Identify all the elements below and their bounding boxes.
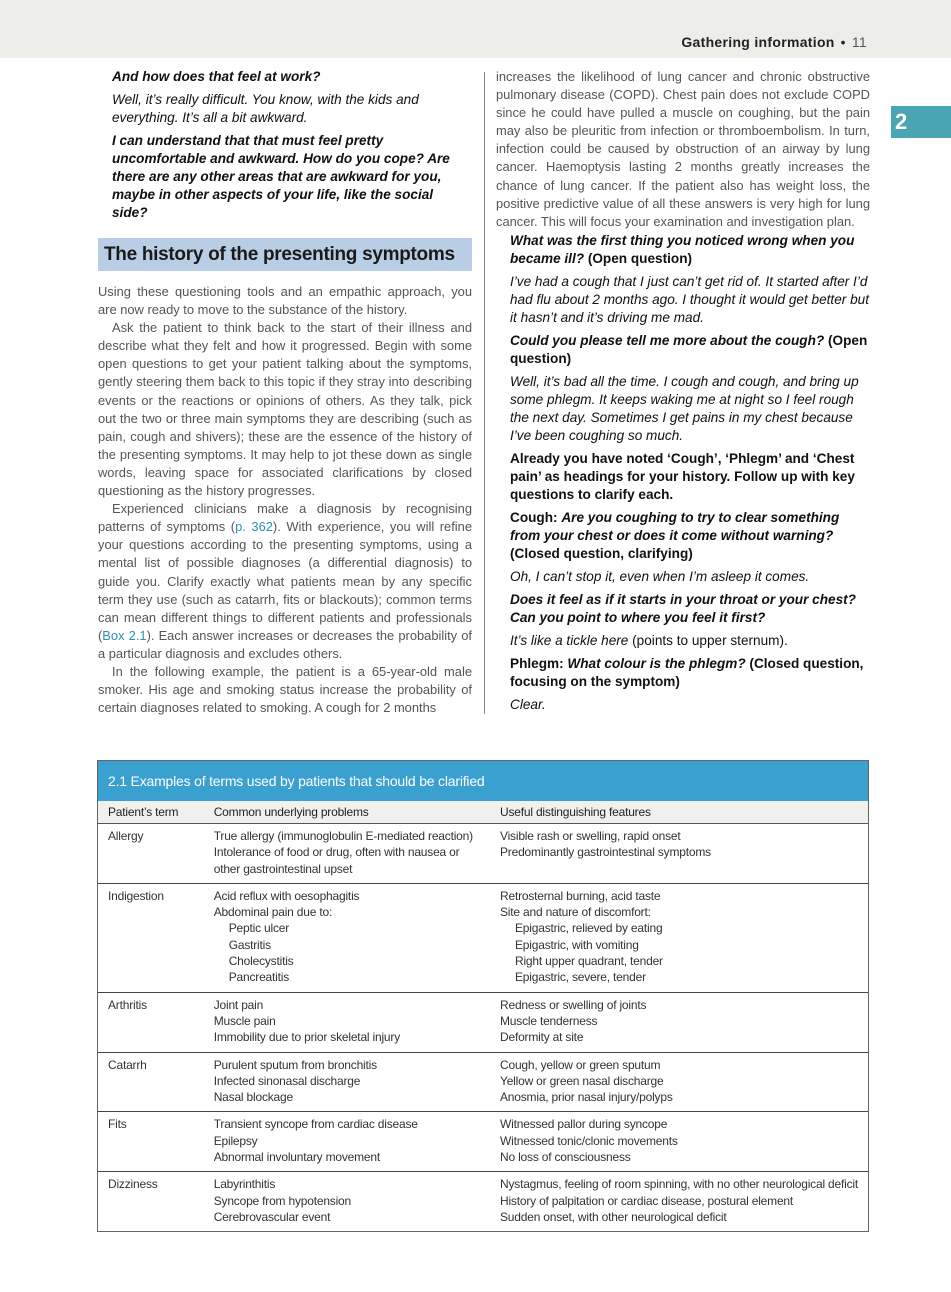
chapter-tab[interactable]: 2 (891, 106, 951, 138)
paragraph: Experienced clinicians make a diagnosis by recognising patterns of symptoms (p. 362). With experience, you will refine your questions according to the presenting symptoms, using a mental list of possible diagnoses (a differential diagnosis) to guide you. Clarify exactly what patients mean by any specific term they use (such as catarrh, fits or blackouts); common terms can mean different things to different patients and professionals (Box 2.1). Each answer increases or decreases the probability of a particular diagnosis and excludes others. (98, 501, 473, 661)
dialogue-question: What was the first thing you noticed wrong when you became ill? (Open question) (510, 232, 855, 266)
cell-line: Abdominal pain due to: (213, 905, 333, 920)
dialogue-question: Does it feel as if it starts in your throat or your chest? Can you point to where you feel it first? (510, 591, 856, 625)
paragraph: Ask the patient to think back to the start of their illness and describe what they felt and how it progressed. Begin with some open questions to get your patient talking about the symptoms, gently steering them back to this topic if they stray into describing events or the reactions or opinions of others. As they talk, pick out the two or three main symptoms they are describing (such as pain, cough and shivers); these are the essence of the history of the presenting symptoms. It may help to jot these down as single words, leaving space for associated clarifications by closed questioning as the history progresses. (98, 320, 472, 499)
cell-line: Visible rash or swelling, rapid onset (500, 829, 681, 843)
table-title: 2.1 Examples of terms used by patients that should be clarified (98, 761, 868, 801)
section-heading: The history of the presenting symptoms (98, 238, 472, 271)
cell-line: Epigastric, relieved by eating (515, 921, 663, 936)
cell-line: Retrosternal burning, acid taste (500, 888, 661, 903)
cell-line: Gastritis (228, 937, 271, 952)
dialogue-answer: It’s like a tickle here (points to upper sternum). (510, 632, 788, 648)
column-divider (484, 72, 485, 714)
dialogue-answer: Well, it’s really difficult. You know, with the kids and everything. It’s all a bit awkward. (112, 92, 419, 125)
table-row (98, 1172, 868, 1231)
table-row (98, 883, 868, 992)
dialogue-question: Cough: Are you coughing to try to clear something from your chest or does it come without warning? (Closed question, clarifying) (510, 509, 840, 561)
patient-term-cell: Dizziness (98, 1172, 204, 1231)
cell-line: Yellow or green nasal discharge (500, 1073, 664, 1088)
cell-line: Cholecystitis (228, 954, 294, 969)
left-column (98, 68, 472, 717)
column-header: Common underlying problems (204, 801, 490, 824)
box-reference-link[interactable]: Box 2.1 (102, 627, 147, 643)
underlying-problems-cell (204, 992, 490, 1052)
table-body (98, 824, 868, 1232)
column-header: Patient’s term (98, 801, 204, 824)
dialogue-answer: Well, it’s bad all the time. I cough and cough, and bring up some phlegm. It keeps waking me at night so I feel rough the next day. Sometimes I get pains in my chest because I’ve been coughing so much. (510, 373, 859, 443)
underlying-problems-cell (204, 883, 490, 992)
cell-line: History of palpitation or cardiac disease, postural element (500, 1193, 794, 1208)
distinguishing-features-cell (490, 1112, 868, 1172)
table-row (98, 1112, 868, 1172)
terms-table (98, 801, 868, 1231)
dialogue-question: Phlegm: What colour is the phlegm? (Closed question, focusing on the symptom) (510, 655, 864, 689)
distinguishing-features-cell (490, 1172, 868, 1231)
cell-line: Intolerance of food or drug, often with nausea or (213, 845, 460, 860)
page-reference-link[interactable]: p. 362 (235, 519, 273, 535)
cell-line: Purulent sputum from bronchitis (213, 1057, 377, 1072)
underlying-problems-cell (204, 1172, 490, 1231)
distinguishing-features-cell (490, 824, 868, 884)
table-row (98, 1052, 868, 1112)
cell-line: Nasal blockage (213, 1090, 293, 1105)
cell-line: No loss of consciousness (500, 1150, 631, 1165)
distinguishing-features-cell (490, 992, 868, 1052)
column-header: Useful distinguishing features (490, 801, 868, 824)
distinguishing-features-cell (490, 883, 868, 992)
paragraph: increases the likelihood of lung cancer and chronic obstructive pulmonary disease (COPD). Chest pain does not exclude COPD since he could have pulled a muscle on coughing, but the pain may also be pleuritic from infection or thromboembolism. In turn, infection could be caused by obstruction of an airway by lung cancer. Haemoptysis lasting 2 months greatly increases the chance of lung cancer. If the patient also has weight loss, the positive predictive value of all these answers is very high for lung cancer. This will focus your examination and investigation plan. (496, 69, 870, 229)
table-header-row (98, 801, 868, 824)
page-number: 11 (851, 34, 867, 50)
cell-line: Transient syncope from cardiac disease (213, 1117, 418, 1132)
cell-line: Epigastric, severe, tender (515, 970, 646, 985)
cell-line: True allergy (immunoglobulin E-mediated reaction) (213, 829, 473, 843)
cell-line: Abnormal involuntary movement (213, 1150, 380, 1165)
cell-line: Sudden onset, with other neurological deficit (500, 1209, 727, 1224)
running-head (681, 34, 867, 50)
cell-line: Labyrinthitis (213, 1177, 276, 1192)
patient-term-cell: Catarrh (98, 1052, 204, 1112)
cell-line: Predominantly gastrointestinal symptoms (500, 845, 711, 860)
cell-line: Pancreatitis (228, 970, 290, 985)
right-column (496, 68, 870, 714)
cell-line: Acid reflux with oesophagitis (213, 888, 360, 903)
underlying-problems-cell (204, 824, 490, 884)
cell-line: Muscle tenderness (500, 1013, 598, 1028)
underlying-problems-cell (204, 1052, 490, 1112)
distinguishing-features-cell (490, 1052, 868, 1112)
cell-line: Peptic ulcer (228, 921, 290, 936)
clinician-note: Already you have noted ‘Cough’, ‘Phlegm’ and ‘Chest pain’ as headings for your history. Follow up with key questions to clarify each. (510, 450, 855, 502)
cell-line: Muscle pain (213, 1013, 276, 1028)
patient-term-cell: Allergy (108, 829, 144, 843)
cell-line: Deformity at site (500, 1030, 584, 1045)
cell-line: Right upper quadrant, tender (515, 954, 663, 969)
section-title: Gathering information (681, 34, 835, 50)
table-row (98, 824, 868, 884)
paragraph: Using these questioning tools and an empathic approach, you are now ready to move to the substance of the history. (98, 284, 472, 318)
cell-line: Nystagmus, feeling of room spinning, with no other neurological deficit (500, 1177, 858, 1192)
patient-term-cell: Indigestion (98, 883, 204, 992)
cell-line: Epilepsy (213, 1133, 258, 1148)
dialogue-answer: Clear. (510, 696, 546, 712)
table-row (98, 992, 868, 1052)
bullet: • (840, 34, 846, 50)
dialogue-question: I can understand that that must feel pretty uncomfortable and awkward. How do you cope? Are there are any other areas that are awkward for you, maybe in other aspects of your life, like the social side? (112, 133, 450, 220)
cell-line: Immobility due to prior skeletal injury (213, 1030, 400, 1045)
cell-line: Redness or swelling of joints (500, 997, 647, 1012)
paragraph: In the following example, the patient is a 65-year-old male smoker. His age and smoking status increase the probability of certain diagnoses related to smoking. A cough for 2 months (98, 663, 472, 716)
cell-line: Cough, yellow or green sputum (500, 1057, 661, 1072)
cell-line: Cerebrovascular event (213, 1209, 331, 1224)
cell-line: Witnessed pallor during syncope (500, 1117, 668, 1132)
cell-line: Syncope from hypotension (213, 1193, 352, 1208)
dialogue-question: And how does that feel at work? (112, 69, 321, 84)
underlying-problems-cell (204, 1112, 490, 1172)
cell-line: Site and nature of discomfort: (500, 905, 651, 920)
patient-term-cell: Fits (98, 1112, 204, 1172)
dialogue-answer: Oh, I can’t stop it, even when I’m asleep it comes. (510, 568, 810, 584)
cell-line: other gastrointestinal upset (213, 861, 353, 876)
cell-line: Infected sinonasal discharge (213, 1073, 361, 1088)
cell-line: Anosmia, prior nasal injury/polyps (500, 1090, 673, 1105)
dialogue-answer: I’ve had a cough that I just can’t get rid of. It started after I’d had flu about 2 months ago. I thought it would get better but it hasn’t and it’s driving me mad. (510, 273, 869, 325)
patient-term-cell: Arthritis (98, 992, 204, 1052)
cell-line: Epigastric, with vomiting (515, 937, 639, 952)
dialogue-question: Could you please tell me more about the cough? (Open question) (510, 332, 868, 366)
cell-line: Joint pain (213, 997, 264, 1012)
cell-line: Witnessed tonic/clonic movements (500, 1133, 678, 1148)
terms-table-box (97, 760, 869, 1232)
